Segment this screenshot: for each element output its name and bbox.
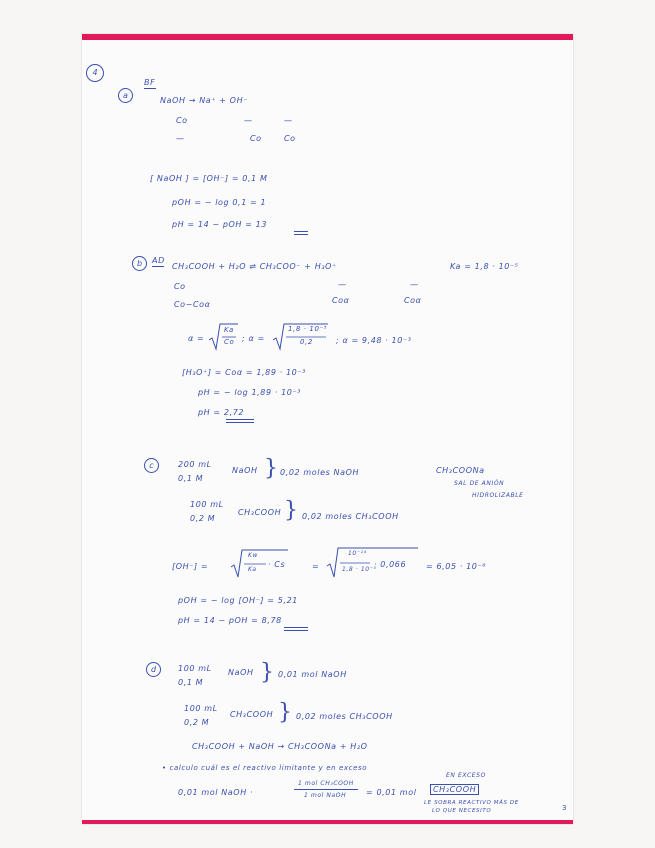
part-d-moles1: 0,01 mol NaOH [278,670,347,679]
part-d-sub1: NaOH [228,668,254,677]
part-c-oh-eq: = [312,562,320,571]
part-c-poh: pOH = − log [OH⁻] = 5,21 [178,596,298,605]
part-c-conc1: 0,1 M [178,474,204,483]
part-a-concentration: [ NaOH ] = [OH⁻] = 0,1 M [150,174,268,183]
part-c-salt-note-1: SAL DE ANIÓN [454,480,505,487]
part-b-tag: AD [152,256,165,265]
part-b-alpha-1-num: Ka [224,326,234,334]
part-a-poh: pOH = − log 0,1 = 1 [172,198,267,207]
part-c-oh-num: Kw [248,552,259,559]
part-c-oh-num2: 10⁻¹⁴ [348,550,367,557]
part-a-ph-underline-2 [294,234,308,235]
part-a-reaction: NaOH → Na⁺ + OH⁻ [160,96,249,105]
part-c-oh-val: · 0,066 [374,560,407,569]
part-a-row-change-1: — [244,116,253,125]
notebook-page [82,34,573,824]
part-d-calc-eq: = 0,01 mol [366,788,417,797]
part-d-calc-boxed: CH₃COOH [430,784,479,795]
part-c-oh-den: Ka [248,566,257,573]
part-a-label: a [123,91,128,100]
part-d-calc-left: 0,01 mol NaOH · [178,788,254,797]
part-b-ph-calc: pH = − log 1,89 · 10⁻³ [198,388,302,397]
part-b-alpha-2-left: ; α = [242,334,265,343]
part-a-row-initial: Co [176,116,188,125]
part-d-moles2: 0,02 moles CH₃COOH [296,712,393,721]
part-d-brace-2: } [278,700,292,725]
part-c-oh-result: = 6,05 · 10⁻⁶ [426,562,487,571]
part-c-ph-underline [284,627,308,628]
part-c-moles1: 0,02 moles NaOH [280,468,360,477]
part-b-alpha-result: ; α = 9,48 · 10⁻³ [336,336,412,345]
part-c-oh-den2: 1,8 · 10⁻⁵ [342,566,377,573]
exercise-number-badge [86,64,104,82]
part-d-calc-num: 1 mol CH₃COOH [298,780,354,787]
part-c-salt-note-2: HIDROLIZABLE [472,492,524,499]
part-d-note: • calculo cuál es el reactivo limitante y en exceso [162,764,368,772]
part-b-row-change-1: — [338,280,347,289]
part-c-oh-left: [OH⁻] = [172,562,209,571]
part-b-alpha-1-den: Co [224,338,235,346]
part-b-ph: pH = 2,72 [198,408,245,417]
part-c-ph-underline-2 [284,630,308,631]
part-b-row-initial: Co [174,282,186,291]
part-b-row-change-2: — [410,280,419,289]
part-c-label-badge [144,458,159,473]
part-d-note2-2: LO QUE NECESITO [432,808,492,814]
part-d-conc1: 0,1 M [178,678,204,687]
part-d-conc2: 0,2 M [184,718,210,727]
part-b-alpha-2-num: 1,8 · 10⁻⁵ [288,325,328,333]
part-d-note2-1: LE SOBRA REACTIVO MÁS DE [424,800,519,806]
exercise-number: 4 [92,68,98,77]
part-b-reaction: CH₃COOH + H₂O ⇌ CH₃COO⁻ + H₃O⁺ [172,262,337,271]
part-b-label: b [136,259,143,268]
part-a-row-change-2: — [284,116,293,125]
part-d-exceso: EN EXCESO [446,772,486,779]
part-a-row-final-2: Co [250,134,262,143]
part-c-sub1: NaOH [232,466,258,475]
part-c-conc2: 0,2 M [190,514,216,523]
part-b-ph-underline-2 [226,422,254,423]
part-d-sub2: CH₃COOH [230,710,274,719]
part-b-tag-underline [152,266,164,267]
part-c-vol2: 100 mL [190,500,224,509]
part-c-vol1: 200 mL [178,460,212,469]
part-b-h3o: [H₃O⁺] = Coα = 1,89 · 10⁻³ [182,368,306,377]
part-c-oh-cs: · Cs [268,560,286,569]
part-d-calc-fraction-bar [294,789,358,790]
part-b-row-final-1: Co−Coα [174,300,211,309]
part-b-row-final-2: Coα [332,296,350,305]
part-a-ph: pH = 14 − pOH = 13 [172,220,268,229]
part-c-sub2: CH₃COOH [238,508,282,517]
part-b-row-final-3: Coα [404,296,422,305]
part-c-salt: CH₃COONa [436,466,485,475]
part-b-alpha-2-den: 0,2 [300,338,313,346]
part-c-ph: pH = 14 − pOH = 8,78 [178,616,282,625]
part-c-brace-1: } [264,456,278,481]
part-b-ka: Ka = 1,8 · 10⁻⁵ [450,262,519,271]
part-a-row-final-1: — [176,134,185,143]
part-b-label-badge [132,256,147,271]
part-d-calc-den: 1 mol NaOH [304,792,347,799]
page-number: 3 [562,804,567,812]
part-c-moles2: 0,02 moles CH₃COOH [302,512,399,521]
part-c-label: c [149,461,154,470]
part-a-row-final-3: Co [284,134,296,143]
part-d-label-badge [146,662,161,677]
part-a-ph-underline [294,231,308,232]
part-b-alpha-1-left: α = [188,334,205,343]
part-d-brace-1: } [260,660,274,685]
part-d-vol1: 100 mL [178,664,212,673]
part-d-reaction: CH₃COOH + NaOH → CH₃COONa + H₂O [192,742,368,751]
part-d-vol2: 100 mL [184,704,218,713]
part-a-label-badge [118,88,133,103]
part-a-tag-underline [144,88,156,89]
part-a-tag: BF [144,78,156,87]
part-b-ph-underline [226,419,254,420]
part-c-brace-2: } [284,498,298,523]
part-d-label: d [150,665,157,674]
